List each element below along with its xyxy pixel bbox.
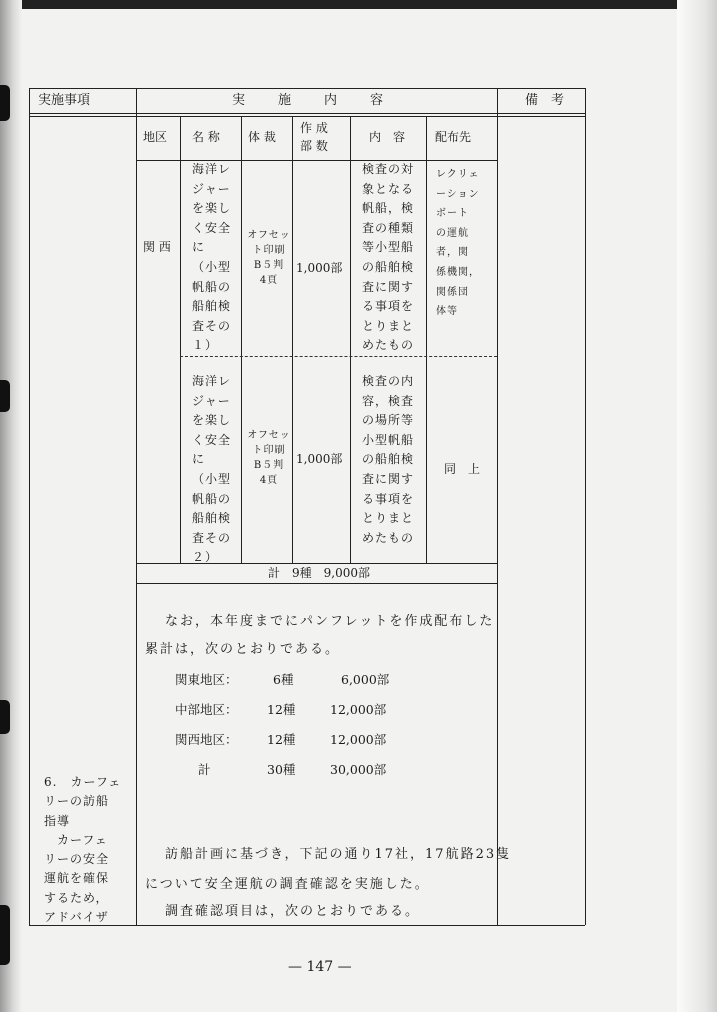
subheader-format: 体 裁 [248,130,276,144]
page-number: — 147 — [288,959,352,975]
item6-line: 運航を確保 [44,871,110,886]
format-line: オフセッ [247,230,291,241]
summary-kinds: 12種 [267,732,296,747]
distribution-line: 体等 [436,306,458,318]
format-line: オフセッ [247,430,291,441]
paragraph2-line1: 訪船計画に基づき，下記の通り17社，17航路23隻 [165,847,512,862]
content-line: 帆船，検 [362,201,415,216]
name-line: 査その [192,530,232,545]
item6-heading [44,773,121,927]
scan-top-edge [0,0,717,9]
name-line: ジャー [192,393,231,408]
name-line: （小型 [192,259,232,274]
header-item: 実施事項 [38,93,91,108]
content-line: 容，検査 [362,393,415,408]
item6-line: 6. カーフェ [44,775,122,789]
name-line: １） [192,338,219,353]
summary-copies: 6,000部 [341,672,390,687]
format-line: B５判 [253,260,285,271]
binder-hole [0,380,10,412]
scan-left-edge [0,0,22,1012]
content-line: 小型帆船 [362,432,415,447]
content-line: 象となる [362,181,415,196]
content-line: の船舶検 [362,259,415,274]
summary-kinds: 12種 [267,702,296,717]
name-line: 船舶検 [192,299,232,314]
item6-line: リーの訪船 [44,794,110,809]
name-line: 海洋レ [192,374,232,388]
content-line: 等小型船 [362,240,415,255]
paragraph1-line1: なお，本年度までにパンフレットを作成配布した [165,614,495,629]
content-line: めたもの [362,530,415,545]
content-line: 査に関す [362,279,415,294]
format-line: ト印刷 [252,445,286,456]
binder-hole [0,905,10,965]
distribution-line: レクリェ [436,169,480,180]
row2-copies: 1,000部 [296,452,343,466]
summary-kinds: 30種 [267,762,296,777]
item6-line: 指導 [44,813,71,828]
name-line: を楽し [192,413,232,428]
name-line: を楽し [192,201,232,216]
header-content: 実 施 内 容 [232,93,394,108]
paragraph2-line3: 調査確認項目は，次のとおりである。 [165,904,421,919]
format-line: 4頁 [259,275,279,286]
item6-line: カーフェ [44,832,108,847]
scan-right-edge [677,0,717,1012]
row1-name [192,160,231,356]
summary-region: 関西地区： [175,732,238,747]
summary-copies: 12,000部 [330,732,387,747]
item6-line: リーの安全 [44,852,110,867]
name-line: に [192,452,206,467]
total-row: 計 9種 9,000部 [268,566,370,580]
content-line: る事項を [362,491,415,506]
format-line: B５判 [253,460,285,471]
name-line: ２） [192,550,219,565]
content-line: とりまと [362,318,415,333]
row1-distribution [436,165,480,322]
content-line: 査の種類 [362,220,415,235]
format-line: ト印刷 [252,245,286,256]
item6-line: するため， [44,890,109,905]
content-line: 検査の内 [362,374,415,388]
distribution-line: 者，関 [436,247,469,259]
row2-name [192,372,231,568]
name-line: （小型 [192,471,232,486]
name-line: 船舶検 [192,511,232,526]
subheader-content: 内 容 [369,130,406,144]
summary-kinds: 6種 [273,672,294,687]
summary-region: 計 [198,762,211,777]
row2-distribution: 同 上 [444,462,481,476]
row1-format [247,228,291,288]
binder-hole [0,700,10,734]
item6-line: アドバイザ [44,910,109,925]
distribution-line: ボート [436,208,469,220]
name-line: く安全 [192,432,232,447]
summary-region: 関東地区： [175,672,238,687]
subheader-distribution: 配布先 [435,130,472,144]
content-line: とりまと [362,511,415,526]
name-line: く安全 [192,220,232,235]
paragraph2-line2: について安全運航の調査確認を実施した。 [145,877,430,892]
name-line: に [192,240,206,255]
content-line: 検査の対 [362,162,415,176]
name-line: 海洋レ [192,162,232,176]
content-line: 査に関す [362,471,415,486]
distribution-line: ーション [436,188,480,200]
header-note: 備 考 [525,93,565,108]
name-line: 査その [192,318,232,333]
row1-content [362,160,414,356]
distribution-line: 係機関， [436,266,480,278]
subheader-copies: 作 成 部 数 [300,121,328,153]
row-separator [180,356,497,357]
summary-copies: 12,000部 [330,702,387,717]
distribution-line: 関係団 [436,286,469,298]
content-line: る事項を [362,299,415,314]
subheader-region: 地区 [143,130,168,144]
name-line: ジャー [192,181,231,196]
content-line: の場所等 [362,413,415,428]
format-line: 4頁 [259,475,279,486]
subheader-name: 名 称 [192,130,220,144]
summary-region: 中部地区： [175,702,238,717]
name-line: 帆船の [192,279,232,294]
binder-hole [0,85,10,121]
paragraph1-line2: 累計は，次のとおりである。 [145,642,341,657]
content-line: の船舶検 [362,452,415,467]
summary-copies: 30,000部 [330,762,387,777]
row2-format [247,428,291,488]
row2-content [362,372,414,548]
name-line: 帆船の [192,491,232,506]
row1-copies: 1,000部 [296,261,343,275]
row1-region: 関 西 [143,240,171,254]
content-line: めたもの [362,338,415,353]
distribution-line: の運航 [436,227,469,239]
